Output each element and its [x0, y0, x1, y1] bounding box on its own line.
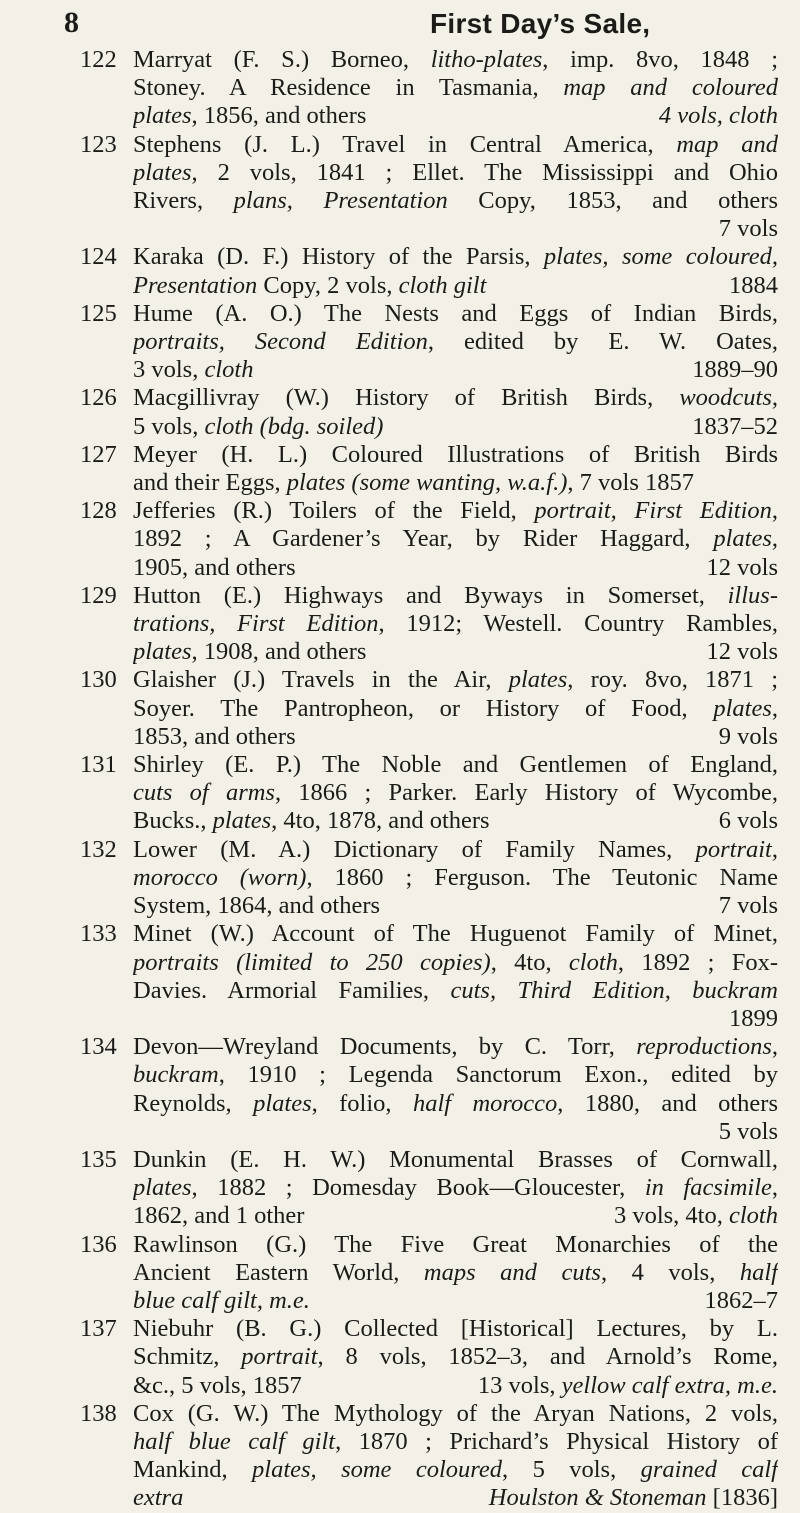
lot-number: 138 — [80, 1399, 117, 1427]
lot-text-line: 6 vols Bucks., plates, 4to, 1878, and others — [133, 807, 778, 835]
lot-text-line: Stoney. A Residence in Tasmania, map and coloured — [133, 74, 778, 102]
lot-entry — [0, 1033, 800, 1146]
lot-text-line: 12 vols plates, 1908, and others — [133, 638, 778, 666]
lot-text-line: Hutton (E.) Highways and Byways in Somerset, illus- — [133, 581, 778, 609]
lot-number: 131 — [80, 751, 117, 779]
lot-number: 122 — [80, 46, 117, 73]
lot-number: 125 — [80, 299, 117, 327]
lot-entry — [0, 497, 800, 582]
lot-number: 123 — [80, 130, 117, 158]
lot-text-line: 1884 Presentation Copy, 2 vols, cloth gilt — [133, 271, 778, 299]
lot-number: 137 — [80, 1315, 117, 1343]
lot-text-line — [133, 1005, 778, 1033]
lot-summary: 4 vols, cloth — [658, 102, 778, 130]
lot-text-line: 1862–7 blue calf gilt, m.e. — [133, 1286, 778, 1314]
lot-text-line: 9 vols 1853, and others — [133, 722, 778, 750]
lot-entry — [0, 131, 800, 244]
lot-text-line: Rawlinson (G.) The Five Great Monarchies of the — [133, 1230, 778, 1258]
page-header — [0, 6, 800, 46]
lot-summary: 1889–90 — [692, 356, 778, 384]
lot-number: 130 — [80, 666, 117, 694]
lot-text-line: plates, 1882 ; Domesday Book—Gloucester, in facsimile, — [133, 1174, 778, 1202]
lot-summary: 9 vols — [718, 722, 778, 750]
lot-number: 124 — [80, 243, 117, 271]
lot-list — [0, 46, 800, 1513]
lot-text-line — [133, 215, 778, 243]
lot-text-line: 3 vols, 4to, cloth 1862, and 1 other — [133, 1202, 778, 1230]
lot-number: 133 — [80, 920, 117, 948]
lot-summary: 5 vols — [718, 1117, 778, 1145]
lot-summary: 12 vols — [706, 638, 778, 666]
lot-text-line: Marryat (F. S.) Borneo, litho-plates, imp. 8vo, 1848 ; — [133, 46, 778, 73]
lot-text-line: Minet (W.) Account of The Huguenot Family of Minet, — [133, 920, 778, 948]
lot-text-line: Cox (G. W.) The Mythology of the Aryan Nations, 2 vols, — [133, 1399, 778, 1427]
lot-text-line: Davies. Armorial Families, cuts, Third Edition, buckram — [133, 976, 778, 1004]
lot-entry — [0, 751, 800, 836]
lot-text-line: Schmitz, portrait, 8 vols, 1852–3, and Arnold’s Rome, — [133, 1343, 778, 1371]
lot-text-line: 13 vols, yellow calf extra, m.e. &c., 5 vols, 1857 — [133, 1371, 778, 1399]
lot-entry — [0, 1231, 800, 1316]
lot-text-line: Hume (A. O.) The Nests and Eggs of Indian Birds, — [133, 299, 778, 327]
lot-text-line: portraits (limited to 250 copies), 4to, cloth, 1892 ; Fox- — [133, 948, 778, 976]
lot-entry — [0, 1315, 800, 1400]
lot-entry — [0, 300, 800, 385]
lot-text-line: Dunkin (E. H. W.) Monumental Brasses of Cornwall, — [133, 1145, 778, 1173]
lot-summary: 1884 — [729, 271, 778, 299]
lot-entry — [0, 1400, 800, 1513]
lot-entry — [0, 920, 800, 1033]
lot-text-line: buckram, 1910 ; Legenda Sanctorum Exon., edited by — [133, 1061, 778, 1089]
lot-entry — [0, 666, 800, 751]
lot-text-line: trations, First Edition, 1912; Westell. Country Rambles, — [133, 610, 778, 638]
lot-text-line — [133, 1118, 778, 1146]
lot-number: 128 — [80, 497, 117, 525]
lot-text-line: 7 vols System, 1864, and others — [133, 892, 778, 920]
lot-text-line: cuts of arms, 1866 ; Parker. Early History of Wycombe, — [133, 779, 778, 807]
lot-text-line: portraits, Second Edition, edited by E. W. Oates, — [133, 328, 778, 356]
lot-text-line: Jefferies (R.) Toilers of the Field, portrait, First Edition, — [133, 497, 778, 525]
lot-number: 136 — [80, 1230, 117, 1258]
lot-text-line: morocco (worn), 1860 ; Ferguson. The Teutonic Name — [133, 863, 778, 891]
lot-number: 127 — [80, 440, 117, 468]
lot-number: 129 — [80, 581, 117, 609]
lot-entry — [0, 243, 800, 299]
lot-entry — [0, 582, 800, 667]
lot-text-line: Soyer. The Pantropheon, or History of Food, plates, — [133, 694, 778, 722]
lot-number: 126 — [80, 384, 117, 412]
lot-entry — [0, 46, 800, 131]
lot-summary: 13 vols, yellow calf extra, m.e. — [477, 1371, 778, 1399]
lot-summary: 1899 — [729, 1004, 778, 1032]
lot-text-line: Houlston & Stoneman [1836] extra — [133, 1484, 778, 1512]
lot-text-line: and their Eggs, plates (some wanting, w.a.f.), 7 vols 1857 — [133, 469, 694, 497]
lot-entry — [0, 441, 800, 497]
lot-text-line: Shirley (E. P.) The Noble and Gentlemen of England, — [133, 751, 778, 779]
lot-text-line: 1837–52 5 vols, cloth (bdg. soiled) — [133, 412, 778, 440]
lot-summary: 7 vols — [718, 892, 778, 920]
page-title: First Day’s Sale, — [430, 8, 651, 39]
lot-text-line: Reynolds, plates, folio, half morocco, 1880, and others — [133, 1089, 778, 1117]
lot-number: 134 — [80, 1033, 117, 1061]
lot-number: 132 — [80, 835, 117, 863]
lot-summary: 1837–52 — [692, 412, 778, 440]
lot-summary: 1862–7 — [704, 1286, 778, 1314]
lot-text-line: Devon—Wreyland Documents, by C. Torr, reproductions, — [133, 1033, 778, 1061]
lot-text-line: Glaisher (J.) Travels in the Air, plates, roy. 8vo, 1871 ; — [133, 666, 778, 694]
lot-text-line: 12 vols 1905, and others — [133, 553, 778, 581]
lot-text-line: half blue calf gilt, 1870 ; Prichard’s Physical History of — [133, 1427, 778, 1455]
lot-summary: 3 vols, 4to, cloth — [613, 1202, 778, 1230]
lot-text-line: 4 vols, cloth plates, 1856, and others — [133, 102, 778, 130]
lot-text-line: Mankind, plates, some coloured, 5 vols, grained calf — [133, 1456, 778, 1484]
lot-text-line: Ancient Eastern World, maps and cuts, 4 vols, half — [133, 1258, 778, 1286]
lot-text-line: Karaka (D. F.) History of the Parsis, plates, some coloured, — [133, 243, 778, 271]
lot-summary: Houlston & Stoneman [1836] — [488, 1484, 778, 1512]
lot-text-line: 1892 ; A Gardener’s Year, by Rider Haggard, plates, — [133, 525, 778, 553]
lot-text-line: Stephens (J. L.) Travel in Central America, map and — [133, 130, 778, 158]
lot-text-line: Macgillivray (W.) History of British Birds, woodcuts, — [133, 384, 778, 412]
lot-entry — [0, 1146, 800, 1231]
lot-entry — [0, 836, 800, 921]
lot-text-line: Lower (M. A.) Dictionary of Family Names, portrait, — [133, 835, 778, 863]
lot-number: 135 — [80, 1145, 117, 1173]
lot-entry — [0, 384, 800, 440]
page-number: 8 — [64, 6, 79, 39]
lot-summary: 12 vols — [706, 553, 778, 581]
lot-summary: 6 vols — [718, 807, 778, 835]
lot-summary: 7 vols — [718, 215, 778, 243]
lot-text-line: plates, 2 vols, 1841 ; Ellet. The Mississippi and Ohio — [133, 158, 778, 186]
lot-text-line: Niebuhr (B. G.) Collected [Historical] Lectures, by L. — [133, 1315, 778, 1343]
lot-text-line: 1889–90 3 vols, cloth — [133, 356, 778, 384]
lot-text-line: Rivers, plans, Presentation Copy, 1853, and others — [133, 187, 778, 215]
lot-text-line: Meyer (H. L.) Coloured Illustrations of British Birds — [133, 440, 778, 468]
